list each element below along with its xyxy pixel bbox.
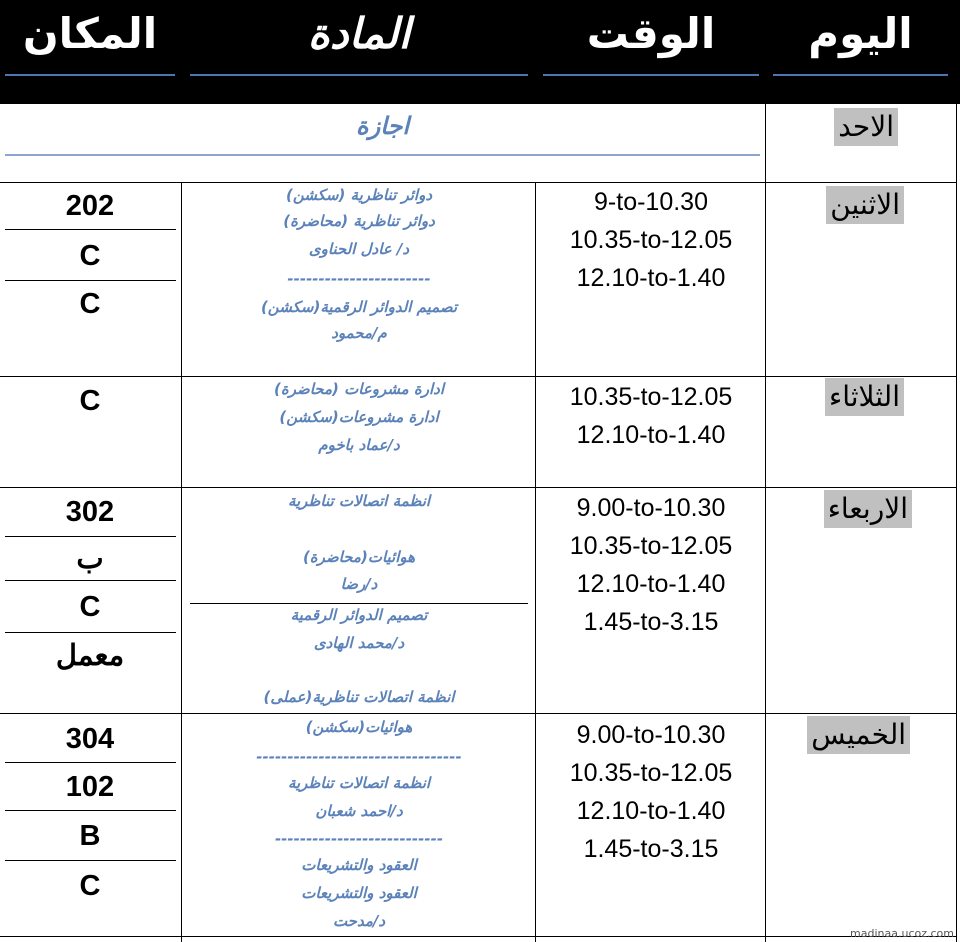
place-divider bbox=[5, 762, 176, 763]
subject-line: دوائر تناظرية (سكشن) bbox=[285, 186, 433, 204]
day-thursday: الخميس bbox=[807, 716, 910, 754]
subject-line: د/احمد شعبان bbox=[315, 802, 403, 820]
watermark: madinaa.ucoz.com bbox=[850, 927, 954, 940]
place-divider bbox=[5, 810, 176, 811]
column-divider-subject bbox=[181, 182, 182, 942]
time-slot: 10.35-to-12.05 bbox=[569, 226, 733, 254]
place-value: C bbox=[79, 591, 101, 623]
holiday-label: اجازة bbox=[356, 112, 409, 140]
place-divider bbox=[5, 580, 176, 581]
time-slot: 10.35-to-12.05 bbox=[569, 532, 733, 560]
place-value: C bbox=[79, 240, 101, 272]
times-tuesday bbox=[537, 378, 765, 454]
header-underline bbox=[543, 74, 759, 76]
time-slot: 10.35-to-12.05 bbox=[569, 383, 733, 411]
subject-line: ادارة مشروعات(سكشن) bbox=[279, 408, 439, 426]
header-day-label: اليوم bbox=[808, 9, 913, 58]
subject-line: هوائيات(سكشن) bbox=[305, 718, 413, 736]
time-slot: 12.10-to-1.40 bbox=[576, 421, 726, 449]
column-divider-day bbox=[765, 104, 766, 942]
header-underline bbox=[773, 74, 948, 76]
subject-line: ادارة مشروعات (محاضرة) bbox=[273, 380, 444, 398]
place-value: C bbox=[79, 385, 101, 417]
time-slot: 1.45-to-3.15 bbox=[583, 835, 719, 863]
time-slot: 9-to-10.30 bbox=[594, 188, 708, 216]
place-divider bbox=[5, 280, 176, 281]
subject-line: هوائيات(محاضرة) bbox=[302, 548, 416, 566]
times-thursday bbox=[537, 716, 765, 868]
column-divider-time bbox=[535, 182, 536, 942]
table-right-border bbox=[956, 104, 957, 942]
row-divider bbox=[0, 936, 957, 937]
header-subject bbox=[190, 0, 528, 104]
day-sunday: الاحد bbox=[834, 108, 898, 146]
place-value: C bbox=[79, 288, 101, 320]
header-place-label: المكان bbox=[22, 9, 158, 58]
header-time-label: الوقت bbox=[586, 9, 716, 58]
header-day bbox=[773, 0, 948, 104]
header-place bbox=[5, 0, 175, 104]
row-divider bbox=[0, 713, 957, 714]
subject-line: تصميم الدوائر الرقمية bbox=[290, 606, 428, 624]
header-subject-label: المادة bbox=[307, 9, 411, 58]
subject-line: ----------------------- bbox=[287, 270, 431, 288]
header-underline bbox=[190, 74, 528, 76]
subject-line: العقود والتشريعات bbox=[301, 856, 417, 874]
subject-line: د/مدحت bbox=[332, 912, 386, 930]
subject-line: انظمة اتصالات تناظرية bbox=[287, 774, 431, 792]
place-value: 202 bbox=[65, 190, 115, 222]
subject-line: د/رضا bbox=[340, 575, 378, 593]
header-underline bbox=[5, 74, 175, 76]
header-time bbox=[543, 0, 759, 104]
subject-line: د/ عادل الحناوى bbox=[308, 240, 410, 258]
time-slot: 9.00-to-10.30 bbox=[576, 721, 726, 749]
subject-line: انظمة اتصالات تناظرية(عملى) bbox=[263, 688, 455, 706]
subject-line: م/محمود bbox=[331, 324, 387, 342]
subject-line: د/عماد باخوم bbox=[318, 436, 400, 454]
place-value: 304 bbox=[65, 723, 115, 755]
subject-line: انظمة اتصالات تناظرية bbox=[287, 492, 431, 510]
place-value: 302 bbox=[65, 496, 115, 528]
subject-divider bbox=[190, 603, 528, 604]
row-divider bbox=[0, 376, 957, 377]
place-divider bbox=[5, 536, 176, 537]
times-wednesday bbox=[537, 489, 765, 641]
row-divider bbox=[0, 487, 957, 488]
day-tuesday: الثلاثاء bbox=[825, 378, 904, 416]
row-divider bbox=[0, 182, 957, 183]
time-slot: 9.00-to-10.30 bbox=[576, 494, 726, 522]
place-divider bbox=[5, 632, 176, 633]
place-value: معمل bbox=[55, 640, 125, 672]
subject-line: --------------------------------- bbox=[256, 748, 462, 766]
subject-line: --------------------------- bbox=[274, 830, 444, 848]
holiday-underline bbox=[5, 154, 760, 156]
place-divider bbox=[5, 229, 176, 230]
time-slot: 12.10-to-1.40 bbox=[576, 570, 726, 598]
times-monday bbox=[537, 183, 765, 297]
place-value: B bbox=[79, 820, 101, 852]
day-monday: الاثنين bbox=[826, 186, 904, 224]
time-slot: 1.45-to-3.15 bbox=[583, 608, 719, 636]
place-value: ب bbox=[76, 543, 104, 575]
time-slot: 12.10-to-1.40 bbox=[576, 797, 726, 825]
place-value: C bbox=[79, 870, 101, 902]
subject-line: د/محمد الهادى bbox=[313, 634, 405, 652]
time-slot: 10.35-to-12.05 bbox=[569, 759, 733, 787]
time-slot: 12.10-to-1.40 bbox=[576, 264, 726, 292]
day-wednesday: الاربعاء bbox=[824, 490, 912, 528]
subject-line: تصميم الدوائر الرقمية(سكشن) bbox=[260, 298, 458, 316]
place-value: 102 bbox=[65, 771, 115, 803]
place-divider bbox=[5, 860, 176, 861]
table-header bbox=[0, 0, 960, 104]
subject-line: دوائر تناظرية (محاضرة) bbox=[283, 212, 435, 230]
subject-line: العقود والتشريعات bbox=[301, 884, 417, 902]
